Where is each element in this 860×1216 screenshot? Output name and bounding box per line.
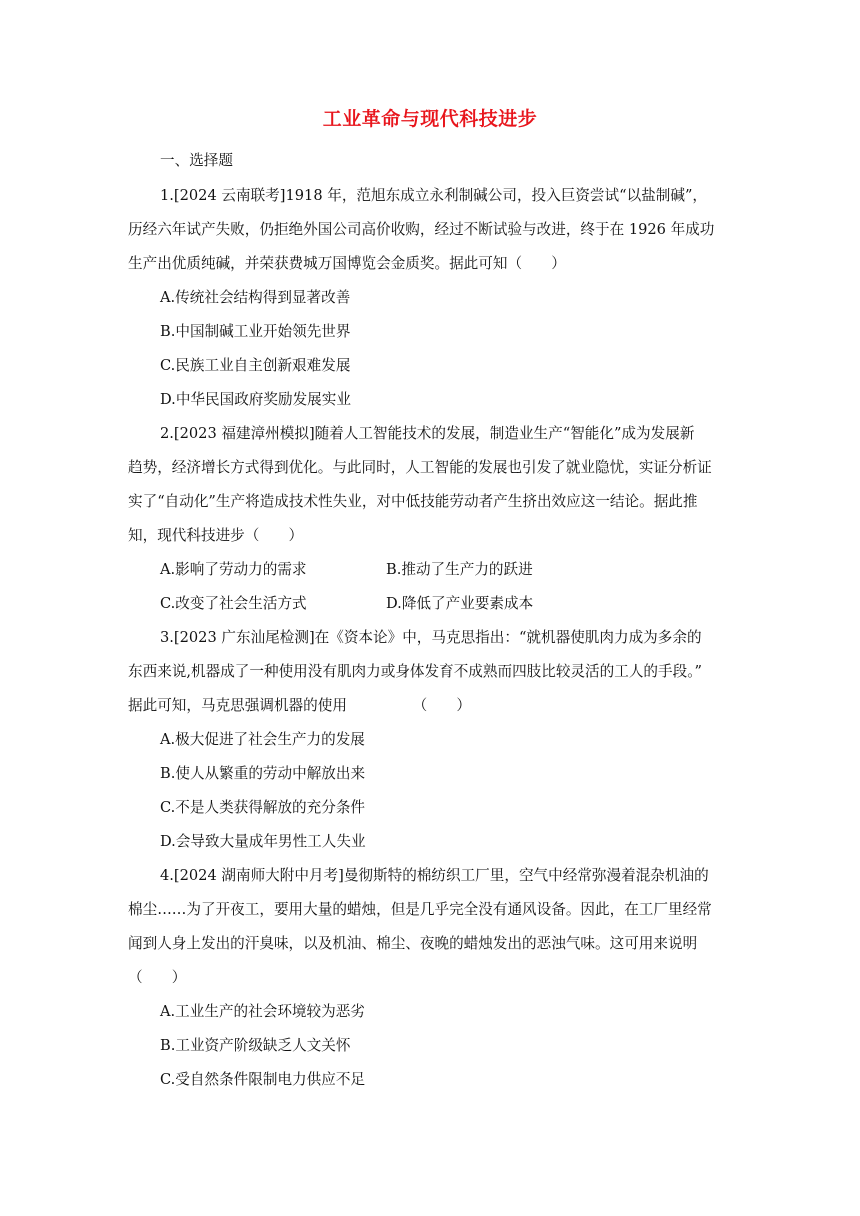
q3-option-c[interactable]: C.不是人类获得解放的充分条件 [160,799,366,816]
section-heading: 一、选择题 [160,152,233,169]
q1-option-d[interactable]: D.中华民国政府奖励发展实业 [160,391,351,408]
q4-line-1: 4.[2024 湖南师大附中月考]曼彻斯特的棉纺织工厂里，空气中经常弥漫着混杂机油的 [160,867,709,884]
q3-line-1: 3.[2023 广东汕尾检测]在《资本论》中，马克思指出：“就机器使肌肉力成为多余的 [160,629,702,646]
q3-option-d[interactable]: D.会导致大量成年男性工人失业 [160,833,366,850]
q3-line-2: 东西来说,机器成了一种使用没有肌肉力或身体发育不成熟而四肢比较灵活的工人的手段。” [128,663,702,680]
q2-option-b[interactable]: B.推动了生产力的跃进 [386,561,533,578]
q1-option-b[interactable]: B.中国制碱工业开始领先世界 [160,323,351,340]
q1-line-2: 历经六年试产失败，仍拒绝外国公司高价收购，经过不断试验与改进，终于在 1926 年成功 [128,221,715,238]
q2-line-1: 2.[2023 福建漳州模拟]随着人工智能技术的发展，制造业生产“智能化”成为发展新 [160,425,695,442]
q2-option-d[interactable]: D.降低了产业要素成本 [386,595,534,612]
document-title: 工业革命与现代科技进步 [322,108,538,130]
q4-option-b[interactable]: B.工业资产阶级缺乏人文关怀 [160,1037,351,1054]
q3-option-b[interactable]: B.使人从繁重的劳动中解放出来 [160,765,366,782]
q1-line-3: 生产出优质纯碱，并荣获费城万国博览会金质奖。据此可知（ ） [128,255,566,272]
q3-option-a[interactable]: A.极大促进了社会生产力的发展 [160,731,365,748]
q2-line-3: 实了“自动化”生产将造成技术性失业，对中低技能劳动者产生挤出效应这一结论。据此推 [128,493,698,510]
q1-option-a[interactable]: A.传统社会结构得到显著改善 [160,289,351,306]
q4-line-2: 棉尘……为了开夜工，要用大量的蜡烛，但是几乎完全没有通风设备。因此，在工厂里经常 [128,901,712,918]
q4-option-a[interactable]: A.工业生产的社会环境较为恶劣 [160,1003,365,1020]
q4-option-c[interactable]: C.受自然条件限制电力供应不足 [160,1071,366,1088]
q3-line-3: 据此可知，马克思强调机器的使用 （ ） [128,697,471,714]
q2-line-2: 趋势，经济增长方式得到优化。与此同时，人工智能的发展也引发了就业隐忧，实证分析证 [128,459,712,476]
q4-line-3: 闻到人身上发出的汗臭味，以及机油、棉尘、夜晚的蜡烛发出的恶浊气味。这可用来说明 [128,935,698,952]
q2-option-a[interactable]: A.影响了劳动力的需求 [160,561,307,578]
q1-line-1: 1.[2024 云南联考]1918 年，范旭东成立永利制碱公司，投入巨资尝试“以盐制碱”， [160,187,708,204]
q1-option-c[interactable]: C.民族工业自主创新艰难发展 [160,357,351,374]
q4-line-4: （ ） [128,969,187,986]
q2-option-c[interactable]: C.改变了社会生活方式 [160,595,307,612]
q2-line-4: 知，现代科技进步（ ） [128,527,304,544]
